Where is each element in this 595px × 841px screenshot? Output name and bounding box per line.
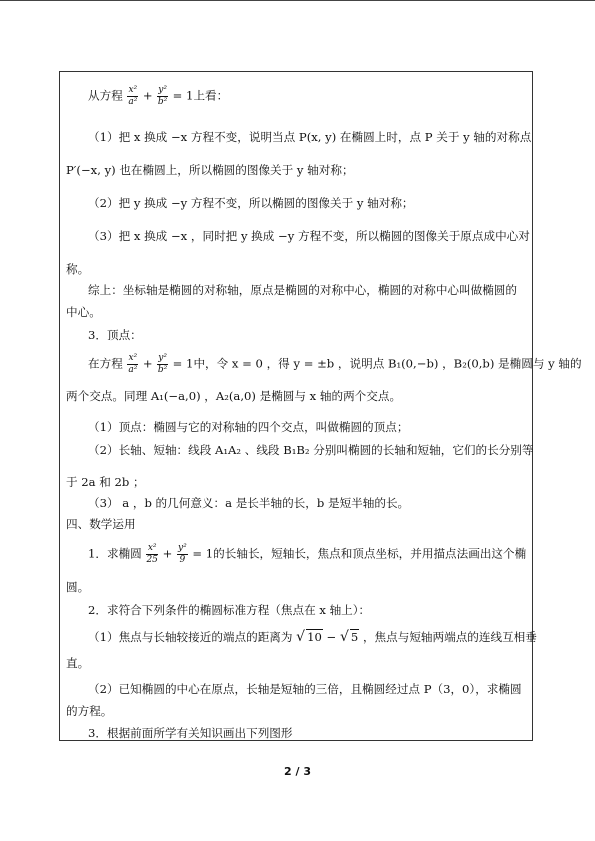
page-number: 2 / 3 xyxy=(284,765,311,778)
content-frame xyxy=(59,71,582,741)
paragraph-line: （3） a ，b 的几何意义：a 是长半轴的长，b 是短半轴的长。 xyxy=(88,496,410,510)
paragraph-line: 直。 xyxy=(66,656,90,670)
paragraph-line: （2）把 y 换成 −y 方程不变，所以椭圆的图像关于 y 轴对称； xyxy=(88,196,414,210)
paragraph-line: （2）已知椭圆的中心在原点，长轴是短轴的三倍，且椭圆经过点 P（3，0），求椭圆 xyxy=(88,682,522,696)
fraction-y2-9: $\frac{\text{y²}}{9}$ xyxy=(178,543,187,565)
section-heading: 四、数学运用 xyxy=(66,517,136,531)
paragraph-line: 于 2a 和 2b ； xyxy=(66,475,145,489)
sqrt-symbol: √ xyxy=(339,629,349,645)
paragraph-line: 中心。 xyxy=(66,305,101,319)
paragraph-line: 两个交点。同理 A₁(−a,0) ，A₂(a,0) 是椭圆与 x 轴的两个交点。 xyxy=(66,389,402,403)
section-heading: 3．顶点： xyxy=(88,328,142,342)
paragraph-line: 的方程。 xyxy=(66,704,113,718)
fraction-y2-b2: $\frac{\text{y²}}{\text{b²}}$ xyxy=(157,85,168,107)
paragraph-line: 综上：坐标轴是椭圆的对称轴，原点是椭圆的对称中心，椭圆的对称中心叫做椭圆的 xyxy=(88,283,517,297)
paragraph-line: 3．根据前面所学有关知识画出下列图形 xyxy=(88,726,293,740)
paragraph-line: 2．求符合下列条件的椭圆标准方程（焦点在 x 轴上）： xyxy=(88,603,371,617)
top-rule xyxy=(0,0,595,1)
paragraph-line: （2）长轴、短轴：线段 A₁A₂ 、线段 B₁B₂ 分别叫椭圆的长轴和短轴，它们的长分别等 xyxy=(88,443,534,457)
line-equation-intro: 从方程 $\frac{\text{x²}}{\text{a²}}$ + $\frac{\text{y²}}{\text{b²}}$ = 1上看： xyxy=(88,85,229,107)
line-vertex-equation: 在方程 $\frac{\text{x²}}{\text{a²}}$ + $\frac{\text{y²}}{\text{b²}}$ = 1中，令 x = 0 ，得 y = ±b ，说明点 B₁(0,−b) ，B₂(0,b) 是椭圆与 y 轴的 xyxy=(88,353,582,375)
paragraph-line: （3）把 x 换成 −x ，同时把 y 换成 −y 方程不变，所以椭圆的图像关于原点成中心对 xyxy=(88,229,530,243)
line-exercise-2-1: （1）焦点与长轴较接近的端点的距离为 √ 10 − √ 5 ，焦点与短轴两端点的连线互相垂 xyxy=(88,629,537,645)
paragraph-line: （1）顶点：椭圆与它的对称轴的四个交点，叫做椭圆的顶点； xyxy=(88,420,409,434)
fraction-x2-25: $\frac{\text{x²}}{25}$ xyxy=(146,543,158,565)
fraction-x2-a2: $\frac{\text{x²}}{\text{a²}}$ xyxy=(128,85,138,107)
sqrt-symbol: √ xyxy=(296,629,306,645)
paragraph-line: 圆。 xyxy=(66,580,90,594)
fraction-x2-a2: $\frac{\text{x²}}{\text{a²}}$ xyxy=(128,353,138,375)
paragraph-line: （1）把 x 换成 −x 方程不变，说明当点 P(x, y) 在椭圆上时，点 P 关于 y 轴的对称点 xyxy=(88,130,532,144)
line-exercise-1: 1．求椭圆 $\frac{\text{x²}}{25}$ + $\frac{\text{y²}}{9}$ = 1的长轴长，短轴长，焦点和顶点坐标，并用描点法画出这个椭 xyxy=(88,543,527,565)
fraction-y2-b2: $\frac{\text{y²}}{\text{b²}}$ xyxy=(157,353,168,375)
paragraph-line: P′(−x, y) 也在椭圆上，所以椭圆的图像关于 y 轴对称； xyxy=(66,163,354,177)
paragraph-line: 称。 xyxy=(66,262,90,276)
